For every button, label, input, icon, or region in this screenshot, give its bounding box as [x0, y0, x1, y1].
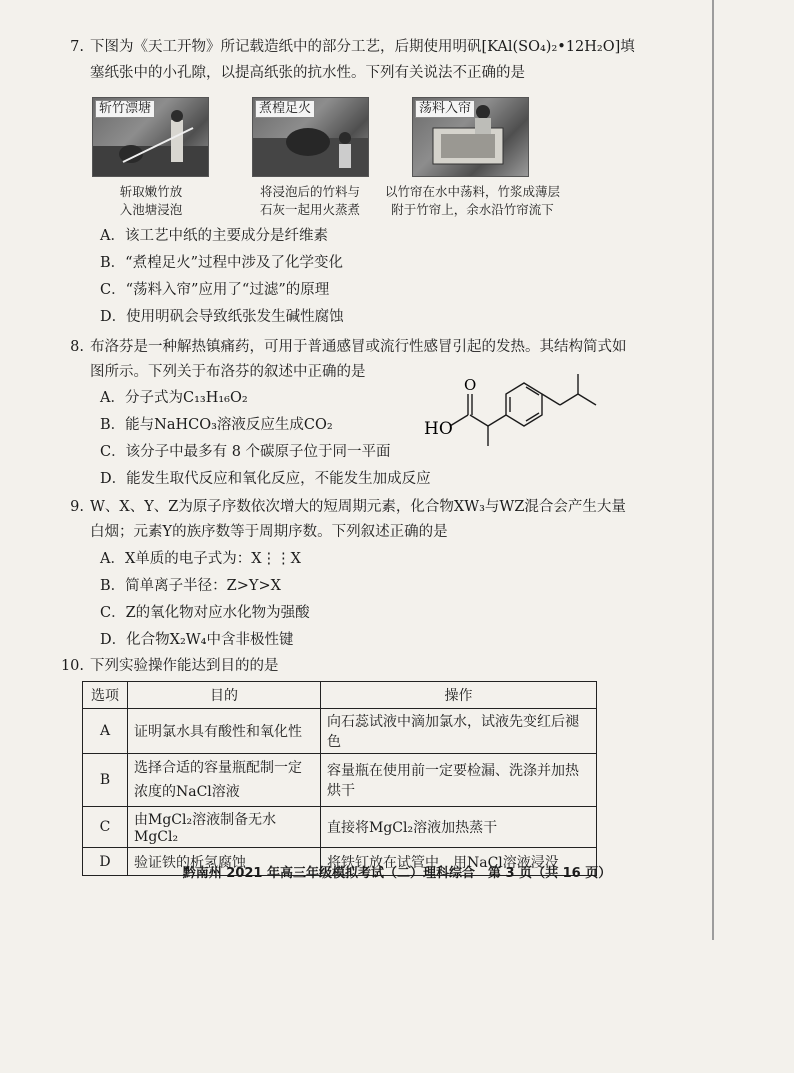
q10-experiment-table: [82, 681, 597, 876]
page-footer: 黔南州 2021 年高三年级模拟考试（二）理科综合 第 3 页（共 16 页）: [182, 866, 612, 881]
q9-number: 9.: [70, 499, 84, 515]
table-header-row: [83, 682, 597, 709]
molecule-ho-label: HO: [424, 419, 453, 439]
q7-option-c: C．“荡料入帘”应用了“过滤”的原理: [100, 282, 330, 298]
header-option: 选项: [83, 682, 128, 709]
q8-option-a: A．分子式为C₁₃H₁₆O₂: [100, 390, 248, 406]
q8-option-d: D．能发生取代反应和氧化反应，不能发生加成反应: [100, 471, 431, 487]
q7-option-d: D．使用明矾会导致纸张发生碱性腐蚀: [100, 309, 344, 325]
figure-2-caption: 将浸泡后的竹料与 石灰一起用火蒸煮: [259, 184, 360, 217]
q10-stem: 10. 下列实验操作能达到目的的是: [52, 656, 279, 676]
q10-number: 10.: [60, 658, 84, 674]
q7-stem-line2: 塞纸张中的小孔隙，以提高纸张的抗水性。下列有关说法不正确的是: [90, 65, 525, 81]
q7-option-a: A．该工艺中纸的主要成分是纤维素: [100, 228, 328, 244]
q7-figure-1: [92, 97, 209, 177]
q7-option-b: B．“煮楻足火”过程中涉及了化学变化: [100, 255, 343, 271]
q9-option-c: C．Z的氧化物对应水化物为强酸: [100, 605, 310, 621]
header-goal: 目的: [128, 682, 321, 709]
q9-option-a: A．X单质的电子式为：X⋮⋮X: [100, 551, 301, 567]
q8-stem-line2: 图所示。下列关于布洛芬的叙述中正确的是: [90, 364, 366, 380]
header-operation: 操作: [321, 682, 597, 709]
page-edge-line: [712, 0, 714, 940]
figure-2-tag: 煮楻足火: [255, 100, 315, 118]
q8-option-b: B．能与NaHCO₃溶液反应生成CO₂: [100, 417, 333, 433]
q8-number: 8.: [70, 339, 84, 355]
q9-option-b: B．简单离子半径：Z>Y>X: [100, 578, 281, 594]
q7-stem-line1: 7. 下图为《天工开物》所记载造纸中的部分工艺，后期使用明矾[KAl(SO₄)₂•12H₂O]填: [58, 37, 635, 57]
q8-option-c: C．该分子中最多有 8 个碳原子位于同一平面: [100, 444, 391, 460]
figure-1-caption: 斩取嫩竹放 入池塘浸泡: [119, 184, 183, 217]
table-row: B 选择合适的容量瓶配制一定浓度的NaCl溶液 容量瓶在使用前一定要检漏、洗涤并加热烘干: [83, 754, 597, 807]
molecule-o-label: O: [464, 376, 477, 394]
figure-3-tag: 荡料入帘: [415, 100, 475, 118]
table-row: A 证明氯水具有酸性和氧化性 向石蕊试液中滴加氯水，试液先变红后褪色: [83, 709, 597, 754]
table-row: D 验证铁的析氢腐蚀 将铁钉放在试管中，用NaCl溶液浸没: [83, 848, 597, 876]
q9-option-d: D．化合物X₂W₄中含非极性键: [100, 632, 294, 648]
q9-stem-line1: 9. W、X、Y、Z为原子序数依次增大的短周期元素，化合物XW₃与WZ混合会产生大量: [58, 497, 626, 517]
q7-figure-3: [412, 97, 529, 177]
q7-figure-2: [252, 97, 369, 177]
q7-number: 7.: [70, 39, 84, 55]
table-row: C 由MgCl₂溶液制备无水MgCl₂ 直接将MgCl₂溶液加热蒸干: [83, 807, 597, 848]
figure-3-caption: 以竹帘在水中荡料，竹浆成薄层 附于竹帘上，余水沿竹帘流下: [384, 184, 560, 217]
q8-stem-line1: 8. 布洛芬是一种解热镇痛药，可用于普通感冒或流行性感冒引起的发热。其结构简式如: [58, 337, 627, 357]
ibuprofen-structure: [420, 368, 620, 458]
q9-stem-line2: 白烟；元素Y的族序数等于周期序数。下列叙述正确的是: [90, 524, 448, 540]
figure-1-tag: 斩竹漂塘: [95, 100, 155, 118]
